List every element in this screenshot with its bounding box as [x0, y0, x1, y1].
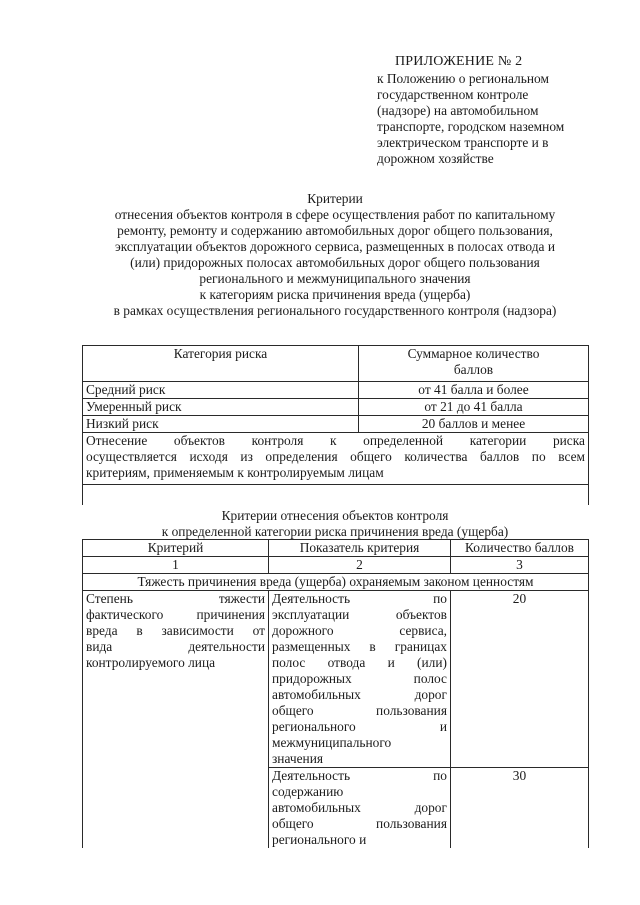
header-score	[359, 346, 589, 382]
risk-category: Средний риск	[83, 382, 359, 399]
heading-line: регионального и межмуниципального значения	[199, 271, 471, 286]
heading-line: ремонту, ремонту и содержанию автомобильных дорог общего пользования,	[117, 223, 553, 238]
indicator-line: межмуниципального	[272, 735, 392, 750]
indicator-line: Деятельность по	[272, 591, 447, 606]
points-cell: 20	[451, 591, 589, 768]
table-row	[83, 399, 589, 416]
note-line: критериям, применяемым к контролируемым лицам	[86, 465, 384, 480]
column-number: 2	[269, 557, 451, 574]
indicator-cell	[269, 591, 451, 768]
annex-line: транспорте, городском наземном	[377, 119, 565, 134]
risk-score: от 41 балла и более	[359, 382, 589, 399]
heading-line: (или) придорожных полосах автомобильных дорог общего пользования	[130, 255, 540, 270]
indicator-line: общего пользования	[272, 816, 447, 831]
annex-title: ПРИЛОЖЕНИЕ № 2	[395, 54, 523, 69]
indicator-line: регионального и	[272, 832, 367, 847]
criteria-table	[82, 539, 589, 848]
header-indicator: Показатель критерия	[269, 540, 451, 557]
table-row	[83, 416, 589, 433]
risk-category-table	[82, 345, 589, 505]
column-number: 1	[83, 557, 269, 574]
indicator-line: придорожных полос	[272, 671, 447, 686]
heading-line: в рамках осуществления регионального государственного контроля (надзора)	[113, 303, 557, 318]
indicator-line: автомобильных дорог	[272, 800, 447, 815]
spacer-cell	[83, 485, 589, 505]
table-row	[83, 591, 589, 768]
column-number: 3	[451, 557, 589, 574]
annex-line: дорожном хозяйстве	[377, 151, 494, 166]
points-cell: 30	[451, 768, 589, 849]
risk-category: Низкий риск	[83, 416, 359, 433]
section-title: Тяжесть причинения вреда (ущерба) охраняемым законом ценностям	[83, 574, 589, 591]
indicator-line: регионального и	[272, 719, 447, 734]
header-category: Категория риска	[83, 346, 359, 382]
risk-score: 20 баллов и менее	[359, 416, 589, 433]
criterion-line: фактического причинения	[86, 607, 265, 622]
indicator-cell	[269, 768, 451, 849]
indicator-line: дорожного сервиса,	[272, 623, 447, 638]
heading-line: эксплуатации объектов дорожного сервиса, размещенных в полосах отвода и	[114, 239, 556, 254]
risk-note	[83, 433, 589, 485]
header-criterion: Критерий	[83, 540, 269, 557]
indicator-line: размещенных в границах	[272, 639, 447, 654]
table-number-row	[83, 557, 589, 574]
risk-category: Умеренный риск	[83, 399, 359, 416]
criteria-title-line: к определенной категории риска причинения вреда (ущерба)	[161, 524, 509, 539]
heading-line: отнесения объектов контроля в сфере осуществления работ по капитальному	[114, 207, 556, 222]
table-row	[83, 382, 589, 399]
table-header-row	[83, 346, 589, 382]
criterion-line: контролируемого лица	[86, 655, 216, 670]
note-line: Отнесение объектов контроля к определенной категории риска	[86, 433, 585, 448]
note-line: осуществляется исходя из определения общего количества баллов по всем	[86, 449, 585, 464]
header-score-line: Суммарное количество	[407, 346, 540, 361]
criterion-line: вреда в зависимости от	[86, 623, 265, 638]
table-note-row	[83, 433, 589, 485]
header-points: Количество баллов	[451, 540, 589, 557]
indicator-line: полос отвода и (или)	[272, 655, 447, 670]
indicator-line: значения	[272, 751, 324, 766]
table-spacer-row	[83, 485, 589, 505]
table-header-row	[83, 540, 589, 557]
annex-line: электрическом транспорте и в	[377, 135, 549, 150]
indicator-line: Деятельность по	[272, 768, 447, 783]
criterion-line: Степень тяжести	[86, 591, 265, 606]
heading-line: к категориям риска причинения вреда (ущерба)	[199, 287, 471, 302]
risk-score: от 21 до 41 балла	[359, 399, 589, 416]
annex-header	[377, 54, 609, 167]
annex-line: государственном контроле	[377, 87, 529, 102]
criteria-title	[82, 508, 588, 540]
heading-title: Критерии	[307, 191, 363, 206]
criteria-title-line: Критерии отнесения объектов контроля	[221, 508, 449, 523]
header-score-line: баллов	[453, 362, 494, 377]
criterion-cell	[83, 591, 269, 849]
annex-line: к Положению о региональном	[377, 71, 549, 86]
indicator-line: эксплуатации объектов	[272, 607, 447, 622]
indicator-line: содержанию	[272, 784, 344, 799]
criterion-line: вида деятельности	[86, 639, 265, 654]
document-heading	[70, 191, 600, 319]
annex-line: (надзоре) на автомобильном	[377, 103, 539, 118]
indicator-line: автомобильных дорог	[272, 687, 447, 702]
indicator-line: общего пользования	[272, 703, 447, 718]
table-section-row	[83, 574, 589, 591]
